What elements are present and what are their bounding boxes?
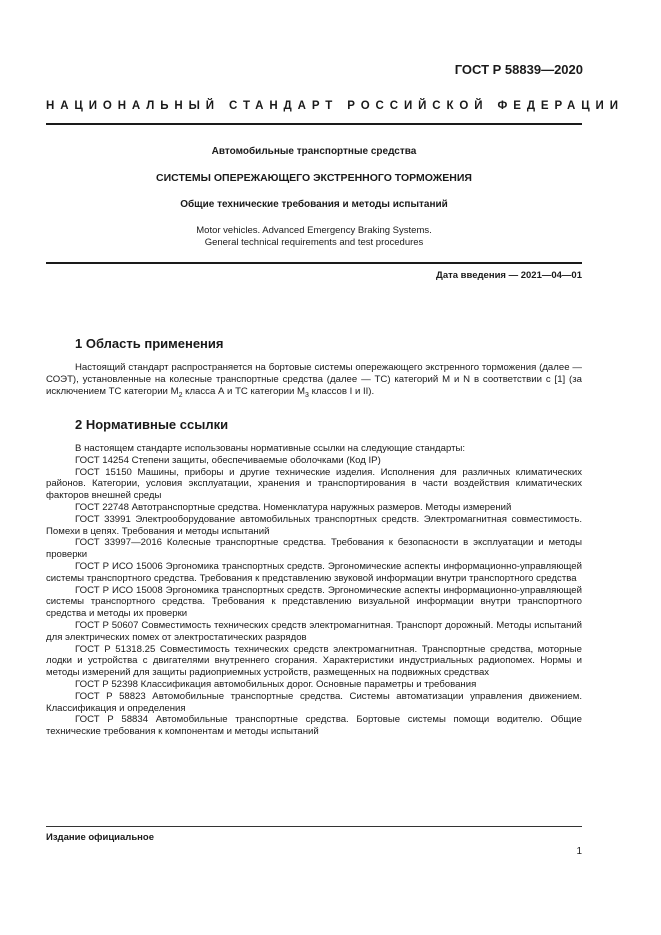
- introduction-date: Дата введения — 2021—04—01: [436, 270, 582, 281]
- reference-paragraph: ГОСТ Р 50607 Совместимость технических средств электромагнитная. Транспорт дорожный. Методы испытаний для электрических помех от электростатических разрядов: [46, 619, 582, 643]
- footer-rule: [46, 826, 582, 827]
- title-rule: [46, 262, 582, 264]
- reference-paragraph: В настоящем стандарте использованы нормативные ссылки на следующие стандарты:: [75, 443, 466, 454]
- reference-paragraph: ГОСТ Р 52398 Классификация автомобильных дорог. Основные параметры и требования: [75, 678, 477, 690]
- section-1-heading: 1 Область применения: [75, 336, 224, 351]
- section-1-body: [46, 362, 582, 397]
- reference-paragraph: ГОСТ 15150 Машины, приборы и другие технические изделия. Исполнения для различных климатических районов. Категории, условия эксплуатации, хранения и транспортирования в части воздействия климатических факторов внешней среды: [46, 466, 582, 502]
- section-2-heading: 2 Нормативные ссылки: [75, 417, 229, 432]
- reference-paragraph: ГОСТ Р ИСО 15006 Эргономика транспортных средств. Эргономические аспекты информационно-управляющей системы транспортного средства. Требования к представлению звуковой информации внутри транспортного средства: [46, 560, 582, 584]
- title-category: Автомобильные транспортные средства: [211, 146, 417, 157]
- section-2-body: [46, 443, 582, 738]
- title-subtitle: Общие технические требования и методы испытаний: [180, 199, 448, 210]
- reference-paragraph: ГОСТ 22748 Автотранспортные средства. Номенклатура наружных размеров. Методы измерений: [75, 501, 512, 513]
- gost-number: ГОСТ Р 58839—2020: [454, 62, 583, 77]
- title-english: [46, 225, 582, 249]
- reference-paragraph: ГОСТ 33997—2016 Колесные транспортные средства. Требования к безопасности в эксплуатации и методы проверки: [46, 537, 582, 561]
- official-edition-note: Издание официальное: [46, 832, 154, 843]
- reference-paragraph: ГОСТ Р 51318.25 Совместимость технических средств электромагнитная. Транспортные средства, моторные лодки и устройства с двигателями внутреннего сгорания. Характеристики индустриальных радиопомех. Нормы и методы измерений для защиты радиоприемных устройств, размещенных на подвижных средствах: [46, 643, 582, 679]
- page-number: 1: [576, 846, 582, 857]
- reference-paragraph: ГОСТ 33991 Электрооборудование автомобильных транспортных средств. Электромагнитная совместимость. Помехи в цепях. Требования и методы испытаний: [46, 513, 582, 537]
- national-standard-banner: НАЦИОНАЛЬНЫЙ СТАНДАРТ РОССИЙСКОЙ ФЕДЕРАЦИИ: [46, 100, 624, 112]
- reference-paragraph: ГОСТ Р 58834 Автомобильные транспортные средства. Бортовые системы помощи водителю. Общие технические требования к компонентам и методы испытаний: [46, 714, 582, 738]
- reference-paragraph: ГОСТ 14254 Степени защиты, обеспечиваемые оболочками (Код IP): [75, 454, 381, 466]
- section-1-paragraph: Настоящий стандарт распространяется на бортовые системы опережающего экстренного торможения (далее — СОЭТ), установленные на колесные транспортные средства (далее — ТС) категорий M и N в соответствии с [1] (за исключением ТС категории $M_2$ класса А и ТС категории $M_3$ классов I и II).: [46, 362, 582, 399]
- top-rule: [46, 123, 582, 125]
- title-main: СИСТЕМЫ ОПЕРЕЖАЮЩЕГО ЭКСТРЕННОГО ТОРМОЖЕНИЯ: [156, 172, 472, 184]
- title-english-line-2: General technical requirements and test procedures: [204, 237, 424, 248]
- reference-paragraph: ГОСТ Р 58823 Автомобильные транспортные средства. Системы автоматизации управления движением. Классификация и определения: [46, 690, 582, 714]
- title-english-line-1: Motor vehicles. Advanced Emergency Braking Systems.: [196, 225, 432, 236]
- reference-paragraph: ГОСТ Р ИСО 15008 Эргономика транспортных средств. Эргономические аспекты информационно-управляющей системы транспортного средства. Требования к представлению визуальной информации внутри транспортного средства и методы их проверки: [46, 584, 582, 620]
